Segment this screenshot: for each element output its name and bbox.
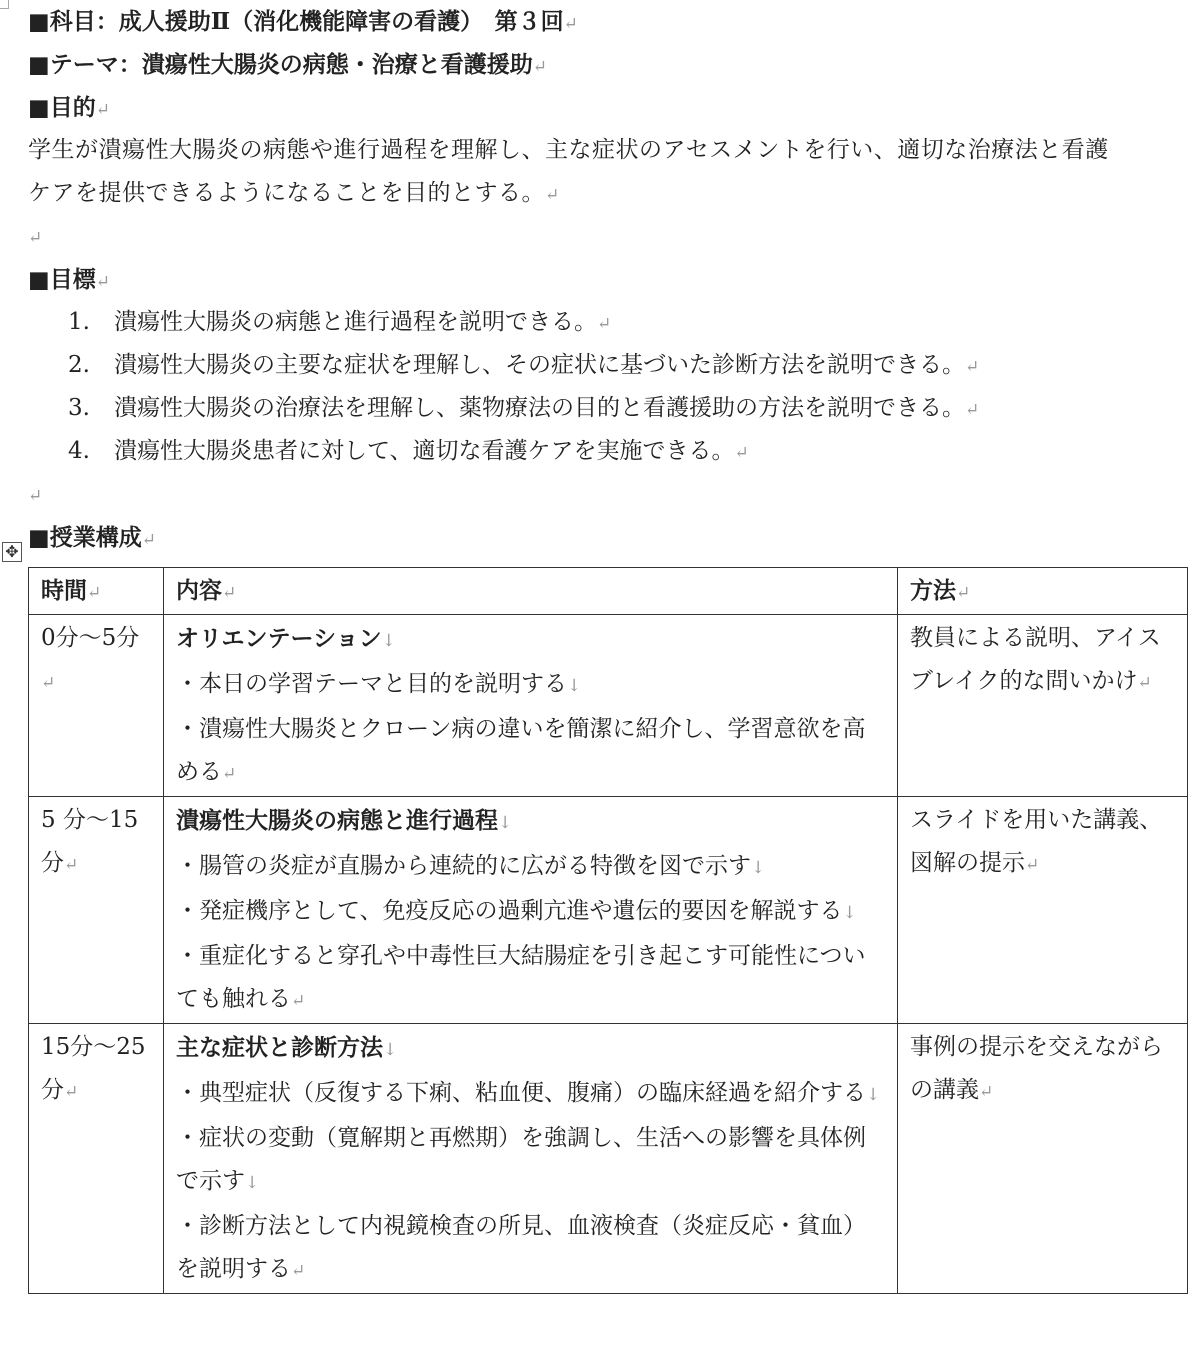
goal-item xyxy=(28,344,1193,387)
line-break-mark: ↓ xyxy=(498,813,513,833)
cell-mark: ↵ xyxy=(64,855,79,875)
goals-heading-text: ■目標 xyxy=(28,266,96,293)
cell-mark: ↵ xyxy=(291,1261,306,1281)
content-cell xyxy=(164,615,898,797)
paragraph-mark: ↵ xyxy=(965,400,980,420)
content-line: ・重症化すると穿孔や中毒性巨大結腸症を引き起こす可能性についても触れる xyxy=(176,943,866,1012)
goal-item xyxy=(28,301,1193,344)
purpose-heading xyxy=(28,86,1193,129)
content-line: ・症状の変動（寛解期と再燃期）を強調し、生活への影響を具体例で示す xyxy=(176,1125,866,1194)
subject-line xyxy=(28,0,1193,43)
method-cell xyxy=(898,615,1188,797)
header-time xyxy=(29,568,164,615)
purpose-heading-text: ■目的 xyxy=(28,94,96,121)
content-line: ・診断方法として内視鏡検査の所見、血液検査（炎症反応・貧血）を説明する xyxy=(176,1213,866,1282)
content-line: ・発症機序として、免疫反応の過剰亢進や遺伝的要因を解説する xyxy=(176,898,843,924)
cell-mark: ↵ xyxy=(1137,673,1152,693)
cell-mark: ↵ xyxy=(956,583,971,603)
cell-mark: ↵ xyxy=(222,764,237,784)
content-line: ・腸管の炎症が直腸から連続的に広がる特徴を図で示す xyxy=(176,853,751,879)
time-cell xyxy=(29,797,164,1024)
paragraph-mark: ↵ xyxy=(563,14,578,34)
header-method xyxy=(898,568,1188,615)
method-text: 事例の提示を交えながらの講義 xyxy=(910,1034,1163,1103)
line-break-mark: ↓ xyxy=(383,1040,398,1060)
goal-item xyxy=(28,387,1193,430)
method-text: 教員による説明、アイスブレイク的な問いかけ xyxy=(910,625,1161,694)
cell-mark: ↵ xyxy=(1025,855,1040,875)
goals-heading xyxy=(28,258,1193,301)
goal-item xyxy=(28,430,1193,473)
content-line: ・典型症状（反復する下痢、粘血便、腹痛）の臨床経過を紹介する xyxy=(176,1080,866,1106)
purpose-text-2: ケアを提供できるようになることを目的とする。 xyxy=(28,180,545,206)
cell-mark: ↵ xyxy=(64,1082,79,1102)
time-text: 5 分〜15分 xyxy=(41,807,139,876)
purpose-line-2 xyxy=(28,172,1193,215)
empty-paragraph xyxy=(28,215,1193,258)
cell-mark: ↵ xyxy=(41,673,56,693)
line-break-mark: ↓ xyxy=(751,858,766,878)
page-corner-mark xyxy=(0,0,9,9)
cell-mark: ↵ xyxy=(291,991,306,1011)
method-cell xyxy=(898,1024,1188,1294)
paragraph-mark: ↵ xyxy=(597,314,612,334)
class-structure-table xyxy=(28,567,1188,1294)
paragraph-mark: ↵ xyxy=(965,357,980,377)
purpose-text-1: 学生が潰瘍性大腸炎の病態や進行過程を理解し、主な症状のアセスメントを行い、適切な治療法と看護 xyxy=(28,137,1109,163)
paragraph-mark: ↵ xyxy=(141,530,156,550)
line-break-mark: ↓ xyxy=(567,676,582,696)
paragraph-mark: ↵ xyxy=(95,100,110,120)
content-cell xyxy=(164,1024,898,1294)
table-row xyxy=(29,615,1188,797)
content-cell xyxy=(164,797,898,1024)
content-title: 主な症状と診断方法 xyxy=(176,1034,383,1061)
time-cell xyxy=(29,1024,164,1294)
table-move-handle-icon[interactable]: ✥ xyxy=(2,542,22,562)
goal-number: 1. xyxy=(68,309,90,335)
structure-heading-text: ■授業構成 xyxy=(28,524,142,551)
cell-mark: ↵ xyxy=(87,583,102,603)
line-break-mark: ↓ xyxy=(381,631,396,651)
goal-text: 潰瘍性大腸炎の主要な症状を理解し、その症状に基づいた診断方法を説明できる。 xyxy=(114,352,965,378)
paragraph-mark: ↵ xyxy=(545,185,560,205)
goal-text: 潰瘍性大腸炎の病態と進行過程を説明できる。 xyxy=(114,309,597,335)
header-method-text: 方法 xyxy=(910,577,956,604)
content-line: ・潰瘍性大腸炎とクローン病の違いを簡潔に紹介し、学習意欲を高める xyxy=(176,716,866,785)
theme-line xyxy=(28,43,1193,86)
paragraph-mark: ↵ xyxy=(532,57,547,77)
theme-text: ■テーマ：潰瘍性大腸炎の病態・治療と看護援助 xyxy=(28,51,533,78)
line-break-mark: ↓ xyxy=(842,903,857,923)
header-time-text: 時間 xyxy=(41,577,87,604)
time-text: 0分〜5分 xyxy=(41,625,140,651)
header-content xyxy=(164,568,898,615)
purpose-line-1 xyxy=(28,129,1193,172)
content-title: オリエンテーション xyxy=(176,625,382,652)
paragraph-mark: ↵ xyxy=(28,228,43,248)
method-text: スライドを用いた講義、図解の提示 xyxy=(910,807,1163,876)
subject-text: ■科目：成人援助Ⅱ（消化機能障害の看護） 第３回 xyxy=(28,8,564,35)
time-text: 15分〜25分 xyxy=(41,1034,146,1103)
empty-paragraph xyxy=(28,473,1193,516)
table-header-row xyxy=(29,568,1188,615)
line-break-mark: ↓ xyxy=(866,1085,881,1105)
cell-mark: ↵ xyxy=(979,1082,994,1102)
goal-text: 潰瘍性大腸炎患者に対して、適切な看護ケアを実施できる。 xyxy=(114,438,735,464)
goal-text: 潰瘍性大腸炎の治療法を理解し、薬物療法の目的と看護援助の方法を説明できる。 xyxy=(114,395,965,421)
goal-number: 4. xyxy=(68,438,90,464)
structure-heading xyxy=(28,516,1193,554)
goal-number: 2. xyxy=(68,352,90,378)
method-cell xyxy=(898,797,1188,1024)
line-break-mark: ↓ xyxy=(245,1173,260,1193)
content-line: ・本日の学習テーマと目的を説明する xyxy=(176,671,567,697)
table-row xyxy=(29,1024,1188,1294)
paragraph-mark: ↵ xyxy=(95,272,110,292)
document-body xyxy=(28,0,1193,554)
table-row xyxy=(29,797,1188,1024)
content-title: 潰瘍性大腸炎の病態と進行過程 xyxy=(176,807,498,834)
cell-mark: ↵ xyxy=(222,583,237,603)
time-cell xyxy=(29,615,164,797)
goal-number: 3. xyxy=(68,395,90,421)
header-content-text: 内容 xyxy=(176,577,222,604)
paragraph-mark: ↵ xyxy=(28,486,43,506)
paragraph-mark: ↵ xyxy=(734,443,749,463)
